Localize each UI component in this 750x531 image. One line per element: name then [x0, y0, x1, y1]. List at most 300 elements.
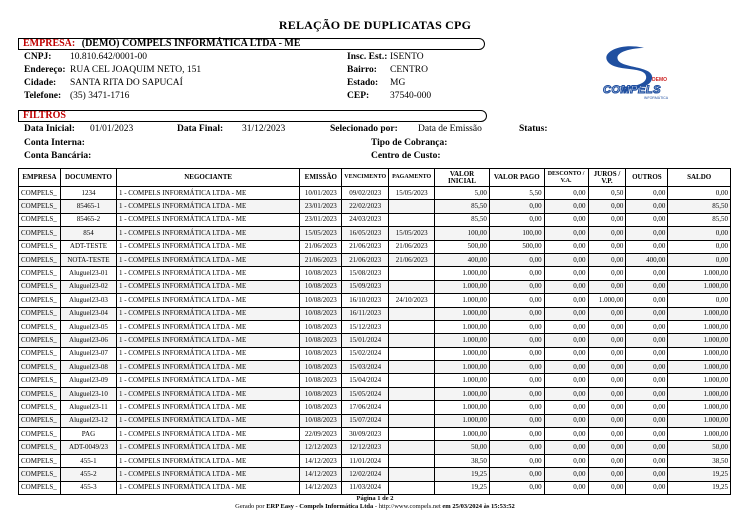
- cell-emissao: 23/01/2023: [300, 213, 342, 226]
- cell-emissao: 14/12/2023: [300, 481, 342, 494]
- cidade-value: SANTA RITA DO SAPUCAÍ: [70, 78, 183, 88]
- empresa-section-header: [18, 38, 485, 50]
- cell-desconto: 0,00: [544, 414, 588, 427]
- cell-juros: 0,00: [588, 240, 626, 253]
- cell-juros: 0,00: [588, 267, 626, 280]
- estado-value: MG: [390, 78, 406, 88]
- cell-valor-inicial: 500,00: [435, 240, 490, 253]
- cell-negociante: 1 - COMPELS INFORMÁTICA LTDA - ME: [116, 374, 299, 387]
- cell-juros: 0,00: [588, 347, 626, 360]
- cell-outros: 400,00: [626, 253, 668, 266]
- logo-demo: DEMO: [652, 77, 667, 83]
- cnpj-value: 10.810.642/0001-00: [70, 52, 148, 62]
- col-valor-pago: VALOR PAGO: [489, 169, 544, 187]
- cell-valor-pago: 0,00: [489, 334, 544, 347]
- cell-outros: 0,00: [626, 454, 668, 467]
- cell-juros: 0,00: [588, 454, 626, 467]
- cell-valor-pago: 0,00: [489, 347, 544, 360]
- cell-pagamento: [389, 374, 435, 387]
- endereco-row: Endereço:: [24, 65, 66, 75]
- cell-saldo: 1.000,00: [668, 334, 731, 347]
- cell-pagamento: [389, 454, 435, 467]
- table-row: [19, 401, 731, 414]
- table-row: [19, 307, 731, 320]
- cell-vencimento: 15/04/2024: [342, 374, 389, 387]
- cell-vencimento: 15/09/2023: [342, 280, 389, 293]
- cell-empresa: COMPELS_: [19, 280, 61, 293]
- cell-vencimento: 22/02/2023: [342, 200, 389, 213]
- cell-juros: 0,00: [588, 414, 626, 427]
- cell-negociante: 1 - COMPELS INFORMÁTICA LTDA - ME: [116, 347, 299, 360]
- duplicatas-table: [18, 168, 731, 495]
- col-saldo: SALDO: [668, 169, 731, 187]
- cell-saldo: 1.000,00: [668, 347, 731, 360]
- table-row: [19, 481, 731, 494]
- cell-desconto: 0,00: [544, 387, 588, 400]
- filtros-label: FILTROS: [23, 110, 66, 121]
- cell-valor-pago: 5,50: [489, 187, 544, 200]
- cell-pagamento: 21/06/2023: [389, 253, 435, 266]
- footer-gen-product: ERP Easy - Compels Informática Ltda: [266, 503, 374, 510]
- cell-outros: 0,00: [626, 374, 668, 387]
- cell-saldo: 85,50: [668, 213, 731, 226]
- cell-saldo: 0,00: [668, 253, 731, 266]
- cell-negociante: 1 - COMPELS INFORMÁTICA LTDA - ME: [116, 387, 299, 400]
- cell-valor-inicial: 38,50: [435, 454, 490, 467]
- cell-saldo: 1.000,00: [668, 320, 731, 333]
- cell-valor-inicial: 1.000,00: [435, 361, 490, 374]
- cell-valor-inicial: 1.000,00: [435, 387, 490, 400]
- data-inicial-label: Data Inicial:: [24, 124, 75, 134]
- cell-desconto: 0,00: [544, 347, 588, 360]
- table-row: [19, 361, 731, 374]
- cell-pagamento: [389, 307, 435, 320]
- cell-pagamento: [389, 428, 435, 441]
- logo-swoosh-icon: [606, 46, 652, 89]
- cell-saldo: 1.000,00: [668, 374, 731, 387]
- col-outros: OUTROS: [626, 169, 668, 187]
- cell-negociante: 1 - COMPELS INFORMÁTICA LTDA - ME: [116, 187, 299, 200]
- cell-empresa: COMPELS_: [19, 334, 61, 347]
- cell-pagamento: 15/05/2023: [389, 187, 435, 200]
- cell-vencimento: 16/10/2023: [342, 294, 389, 307]
- cell-juros: 0,00: [588, 253, 626, 266]
- cell-desconto: 0,00: [544, 253, 588, 266]
- cell-juros: 1.000,00: [588, 294, 626, 307]
- cell-emissao: 10/08/2023: [300, 307, 342, 320]
- cell-emissao: 22/09/2023: [300, 428, 342, 441]
- cell-empresa: COMPELS_: [19, 387, 61, 400]
- cell-outros: 0,00: [626, 294, 668, 307]
- cell-empresa: COMPELS_: [19, 454, 61, 467]
- col-vencimento: VENCIMENTO: [342, 169, 389, 187]
- cell-emissao: 10/08/2023: [300, 267, 342, 280]
- cell-valor-inicial: 19,25: [435, 481, 490, 494]
- cell-outros: 0,00: [626, 441, 668, 454]
- cell-desconto: 0,00: [544, 187, 588, 200]
- cell-saldo: 19,25: [668, 468, 731, 481]
- conta-bancaria-label: Conta Bancária:: [24, 151, 92, 161]
- cell-desconto: 0,00: [544, 481, 588, 494]
- cell-empresa: COMPELS_: [19, 468, 61, 481]
- cell-vencimento: 15/08/2023: [342, 267, 389, 280]
- cell-empresa: COMPELS_: [19, 347, 61, 360]
- cell-saldo: 1.000,00: [668, 414, 731, 427]
- cell-valor-inicial: 1.000,00: [435, 320, 490, 333]
- cell-outros: 0,00: [626, 307, 668, 320]
- cidade-row: Cidade:: [24, 78, 57, 88]
- report-title: RELAÇÃO DE DUPLICATAS CPG: [278, 18, 472, 32]
- cell-desconto: 0,00: [544, 361, 588, 374]
- cell-vencimento: 21/06/2023: [342, 253, 389, 266]
- cell-outros: 0,00: [626, 334, 668, 347]
- cell-negociante: 1 - COMPELS INFORMÁTICA LTDA - ME: [116, 401, 299, 414]
- col-desconto: DESCONTO / V.A.: [544, 169, 588, 187]
- cell-negociante: 1 - COMPELS INFORMÁTICA LTDA - ME: [116, 227, 299, 240]
- cell-documento: Aluguel23-09: [60, 374, 116, 387]
- compels-logo: [592, 44, 672, 100]
- cell-valor-inicial: 400,00: [435, 253, 490, 266]
- cell-vencimento: 16/11/2023: [342, 307, 389, 320]
- insc-row: Insc. Est.:: [347, 52, 388, 62]
- cell-outros: 0,00: [626, 361, 668, 374]
- cell-documento: Aluguel23-11: [60, 401, 116, 414]
- cell-saldo: 1.000,00: [668, 307, 731, 320]
- cell-empresa: COMPELS_: [19, 187, 61, 200]
- cell-desconto: 0,00: [544, 213, 588, 226]
- cell-documento: Aluguel23-03: [60, 294, 116, 307]
- table-row: [19, 253, 731, 266]
- cell-desconto: 0,00: [544, 227, 588, 240]
- cell-negociante: 1 - COMPELS INFORMÁTICA LTDA - ME: [116, 320, 299, 333]
- cell-vencimento: 30/09/2023: [342, 428, 389, 441]
- table-row: [19, 280, 731, 293]
- logo-text: COMPELS: [603, 84, 661, 96]
- cell-valor-inicial: 1.000,00: [435, 374, 490, 387]
- cell-documento: Aluguel23-10: [60, 387, 116, 400]
- table-row: [19, 240, 731, 253]
- cell-vencimento: 09/02/2023: [342, 187, 389, 200]
- insc-value: ISENTO: [390, 52, 424, 62]
- cell-juros: 0,00: [588, 307, 626, 320]
- cell-outros: 0,00: [626, 347, 668, 360]
- table-row: [19, 347, 731, 360]
- cell-desconto: 0,00: [544, 468, 588, 481]
- table-row: [19, 374, 731, 387]
- cell-valor-pago: 0,00: [489, 294, 544, 307]
- cell-valor-pago: 0,00: [489, 401, 544, 414]
- cell-outros: 0,00: [626, 414, 668, 427]
- cell-valor-inicial: 1.000,00: [435, 294, 490, 307]
- cep-row: CEP:: [347, 91, 370, 101]
- cell-desconto: 0,00: [544, 454, 588, 467]
- cell-saldo: 0,00: [668, 187, 731, 200]
- cell-pagamento: [389, 334, 435, 347]
- table-header-row: [19, 169, 731, 187]
- data-inicial-value: 01/01/2023: [90, 124, 134, 134]
- cell-negociante: 1 - COMPELS INFORMÁTICA LTDA - ME: [116, 240, 299, 253]
- cell-saldo: 0,00: [668, 227, 731, 240]
- cell-vencimento: 12/12/2023: [342, 441, 389, 454]
- telefone-value: (35) 3471-1716: [70, 91, 130, 101]
- cell-valor-pago: 0,00: [489, 387, 544, 400]
- cell-emissao: 12/12/2023: [300, 441, 342, 454]
- cell-juros: 0,00: [588, 481, 626, 494]
- cell-documento: 455-2: [60, 468, 116, 481]
- selecionado-value: Data de Emissão: [418, 124, 482, 134]
- cell-valor-pago: 0,00: [489, 468, 544, 481]
- cell-emissao: 10/08/2023: [300, 294, 342, 307]
- cell-pagamento: [389, 361, 435, 374]
- cell-emissao: 10/08/2023: [300, 401, 342, 414]
- cell-vencimento: 11/01/2024: [342, 454, 389, 467]
- footer-generated: [0, 503, 750, 510]
- status-label: Status:: [519, 124, 548, 134]
- cell-outros: 0,00: [626, 320, 668, 333]
- cell-outros: 0,00: [626, 280, 668, 293]
- cell-valor-inicial: 85,50: [435, 200, 490, 213]
- table-row: [19, 334, 731, 347]
- cell-desconto: 0,00: [544, 374, 588, 387]
- cell-juros: 0,00: [588, 227, 626, 240]
- cell-emissao: 10/08/2023: [300, 347, 342, 360]
- cell-vencimento: 15/07/2024: [342, 414, 389, 427]
- cell-outros: 0,00: [626, 200, 668, 213]
- cep-value: 37540-000: [390, 91, 432, 101]
- cell-valor-inicial: 1.000,00: [435, 347, 490, 360]
- table-row: [19, 227, 731, 240]
- col-valor-inicial: VALOR INICIAL: [435, 169, 490, 187]
- cell-juros: 0,00: [588, 428, 626, 441]
- cell-desconto: 0,00: [544, 267, 588, 280]
- cell-negociante: 1 - COMPELS INFORMÁTICA LTDA - ME: [116, 428, 299, 441]
- cell-negociante: 1 - COMPELS INFORMÁTICA LTDA - ME: [116, 334, 299, 347]
- cell-documento: Aluguel23-05: [60, 320, 116, 333]
- cell-valor-inicial: 1.000,00: [435, 280, 490, 293]
- cell-saldo: 1.000,00: [668, 280, 731, 293]
- cell-empresa: COMPELS_: [19, 294, 61, 307]
- cell-saldo: 0,00: [668, 240, 731, 253]
- cell-negociante: 1 - COMPELS INFORMÁTICA LTDA - ME: [116, 200, 299, 213]
- cell-pagamento: [389, 387, 435, 400]
- cell-desconto: 0,00: [544, 320, 588, 333]
- cell-empresa: COMPELS_: [19, 253, 61, 266]
- cell-valor-inicial: 1.000,00: [435, 334, 490, 347]
- cell-emissao: 15/05/2023: [300, 227, 342, 240]
- endereco-value: RUA CEL JOAQUIM NETO, 151: [70, 65, 202, 75]
- data-final-label: Data Final:: [177, 124, 224, 134]
- cell-outros: 0,00: [626, 428, 668, 441]
- col-empresa: EMPRESA: [19, 169, 61, 187]
- logo-sub: INFORMÁTICA: [643, 96, 669, 100]
- bairro-row: Bairro:: [347, 65, 377, 75]
- col-juros: JUROS / V.P.: [588, 169, 626, 187]
- cell-negociante: 1 - COMPELS INFORMÁTICA LTDA - ME: [116, 267, 299, 280]
- cell-documento: Aluguel23-12: [60, 414, 116, 427]
- cell-empresa: COMPELS_: [19, 441, 61, 454]
- cell-saldo: 38,50: [668, 454, 731, 467]
- cell-outros: 0,00: [626, 213, 668, 226]
- cell-valor-pago: 0,00: [489, 441, 544, 454]
- cell-empresa: COMPELS_: [19, 374, 61, 387]
- cell-valor-pago: 0,00: [489, 414, 544, 427]
- cell-pagamento: [389, 320, 435, 333]
- cell-emissao: 10/01/2023: [300, 187, 342, 200]
- table-row: [19, 267, 731, 280]
- col-documento: DOCUMENTO: [60, 169, 116, 187]
- cell-vencimento: 15/12/2023: [342, 320, 389, 333]
- data-final-value: 31/12/2023: [242, 124, 286, 134]
- cell-saldo: 1.000,00: [668, 267, 731, 280]
- cell-outros: 0,00: [626, 468, 668, 481]
- cell-desconto: 0,00: [544, 307, 588, 320]
- cell-empresa: COMPELS_: [19, 401, 61, 414]
- cell-valor-pago: 0,00: [489, 213, 544, 226]
- cell-pagamento: [389, 347, 435, 360]
- cell-valor-pago: 100,00: [489, 227, 544, 240]
- cell-valor-inicial: 1.000,00: [435, 414, 490, 427]
- cell-emissao: 14/12/2023: [300, 454, 342, 467]
- table-row: [19, 414, 731, 427]
- cell-documento: ADT-TESTE: [60, 240, 116, 253]
- cell-saldo: 19,25: [668, 481, 731, 494]
- cell-empresa: COMPELS_: [19, 361, 61, 374]
- cell-valor-pago: 0,00: [489, 280, 544, 293]
- cell-documento: 1234: [60, 187, 116, 200]
- cell-valor-inicial: 85,50: [435, 213, 490, 226]
- cell-emissao: 10/08/2023: [300, 280, 342, 293]
- cell-pagamento: [389, 414, 435, 427]
- cell-vencimento: 15/02/2024: [342, 347, 389, 360]
- cell-juros: 0,00: [588, 361, 626, 374]
- cell-valor-inicial: 19,25: [435, 468, 490, 481]
- cell-juros: 0,50: [588, 187, 626, 200]
- cell-vencimento: 11/03/2024: [342, 481, 389, 494]
- footer-gen-prefix: Gerado por: [235, 503, 265, 510]
- cell-saldo: 1.000,00: [668, 401, 731, 414]
- cell-valor-pago: 0,00: [489, 200, 544, 213]
- filtros-section-header: [18, 110, 487, 122]
- cell-emissao: 10/08/2023: [300, 361, 342, 374]
- cell-outros: 0,00: [626, 187, 668, 200]
- estado-row: Estado:: [347, 78, 379, 88]
- empresa-label: EMPRESA:: [23, 38, 76, 49]
- cell-emissao: 10/08/2023: [300, 334, 342, 347]
- empresa-name: (DEMO) COMPELS INFORMÁTICA LTDA - ME: [81, 38, 301, 49]
- cell-documento: 455-1: [60, 454, 116, 467]
- cell-saldo: 1.000,00: [668, 387, 731, 400]
- cell-juros: 0,00: [588, 320, 626, 333]
- col-pagamento: PAGAMENTO: [389, 169, 435, 187]
- cell-empresa: COMPELS_: [19, 428, 61, 441]
- cell-negociante: 1 - COMPELS INFORMÁTICA LTDA - ME: [116, 441, 299, 454]
- cell-vencimento: 15/03/2024: [342, 361, 389, 374]
- table-row: [19, 213, 731, 226]
- table-row: [19, 320, 731, 333]
- footer-gen-on: em: [442, 503, 451, 510]
- cell-valor-pago: 0,00: [489, 307, 544, 320]
- cell-pagamento: [389, 481, 435, 494]
- cell-vencimento: 15/05/2024: [342, 387, 389, 400]
- cell-documento: Aluguel23-08: [60, 361, 116, 374]
- cell-outros: 0,00: [626, 227, 668, 240]
- cell-documento: NOTA-TESTE: [60, 253, 116, 266]
- cell-valor-inicial: 5,00: [435, 187, 490, 200]
- col-emissao: EMISSÃO: [300, 169, 342, 187]
- cell-valor-pago: 0,00: [489, 361, 544, 374]
- cell-documento: 85465-2: [60, 213, 116, 226]
- cell-juros: 0,00: [588, 334, 626, 347]
- cell-documento: 455-3: [60, 481, 116, 494]
- cell-valor-pago: 0,00: [489, 320, 544, 333]
- cell-pagamento: [389, 200, 435, 213]
- cell-outros: 0,00: [626, 481, 668, 494]
- cell-negociante: 1 - COMPELS INFORMÁTICA LTDA - ME: [116, 361, 299, 374]
- cell-emissao: 10/08/2023: [300, 387, 342, 400]
- cell-negociante: 1 - COMPELS INFORMÁTICA LTDA - ME: [116, 307, 299, 320]
- footer-gen-datetime: 25/03/2024 às 15:53:52: [452, 503, 515, 510]
- cell-desconto: 0,00: [544, 294, 588, 307]
- cell-valor-inicial: 1.000,00: [435, 428, 490, 441]
- cell-juros: 0,00: [588, 468, 626, 481]
- cell-saldo: 1.000,00: [668, 428, 731, 441]
- cell-outros: 0,00: [626, 240, 668, 253]
- cell-valor-pago: 0,00: [489, 374, 544, 387]
- cell-saldo: 50,00: [668, 441, 731, 454]
- cell-empresa: COMPELS_: [19, 481, 61, 494]
- cell-negociante: 1 - COMPELS INFORMÁTICA LTDA - ME: [116, 454, 299, 467]
- cell-desconto: 0,00: [544, 280, 588, 293]
- cell-empresa: COMPELS_: [19, 200, 61, 213]
- tipo-cobranca-label: Tipo de Cobrança:: [371, 138, 448, 148]
- cell-juros: 0,00: [588, 401, 626, 414]
- cell-desconto: 0,00: [544, 428, 588, 441]
- table-row: [19, 387, 731, 400]
- cell-vencimento: 21/06/2023: [342, 240, 389, 253]
- cell-valor-pago: 0,00: [489, 454, 544, 467]
- cell-empresa: COMPELS_: [19, 267, 61, 280]
- cnpj-row: CNPJ:: [24, 52, 52, 62]
- cell-documento: Aluguel23-01: [60, 267, 116, 280]
- cell-emissao: 10/08/2023: [300, 374, 342, 387]
- cell-pagamento: [389, 267, 435, 280]
- conta-interna-label: Conta Interna:: [24, 138, 85, 148]
- footer-page: Página 1 de 2: [356, 495, 394, 502]
- table-row: [19, 441, 731, 454]
- cell-vencimento: 24/03/2023: [342, 213, 389, 226]
- cell-documento: 85465-1: [60, 200, 116, 213]
- centro-custo-label: Centro de Custo:: [371, 151, 441, 161]
- cell-vencimento: 12/02/2024: [342, 468, 389, 481]
- cell-emissao: 14/12/2023: [300, 468, 342, 481]
- cell-documento: Aluguel23-04: [60, 307, 116, 320]
- table-row: [19, 200, 731, 213]
- cell-empresa: COMPELS_: [19, 240, 61, 253]
- cell-desconto: 0,00: [544, 200, 588, 213]
- cell-juros: 0,00: [588, 280, 626, 293]
- cell-documento: Aluguel23-07: [60, 347, 116, 360]
- table-row: [19, 468, 731, 481]
- cell-pagamento: 24/10/2023: [389, 294, 435, 307]
- cell-negociante: 1 - COMPELS INFORMÁTICA LTDA - ME: [116, 468, 299, 481]
- cell-valor-inicial: 50,00: [435, 441, 490, 454]
- cell-emissao: 21/06/2023: [300, 240, 342, 253]
- cell-valor-pago: 0,00: [489, 253, 544, 266]
- cell-desconto: 0,00: [544, 441, 588, 454]
- cell-desconto: 0,00: [544, 401, 588, 414]
- cell-outros: 0,00: [626, 401, 668, 414]
- cell-negociante: 1 - COMPELS INFORMÁTICA LTDA - ME: [116, 253, 299, 266]
